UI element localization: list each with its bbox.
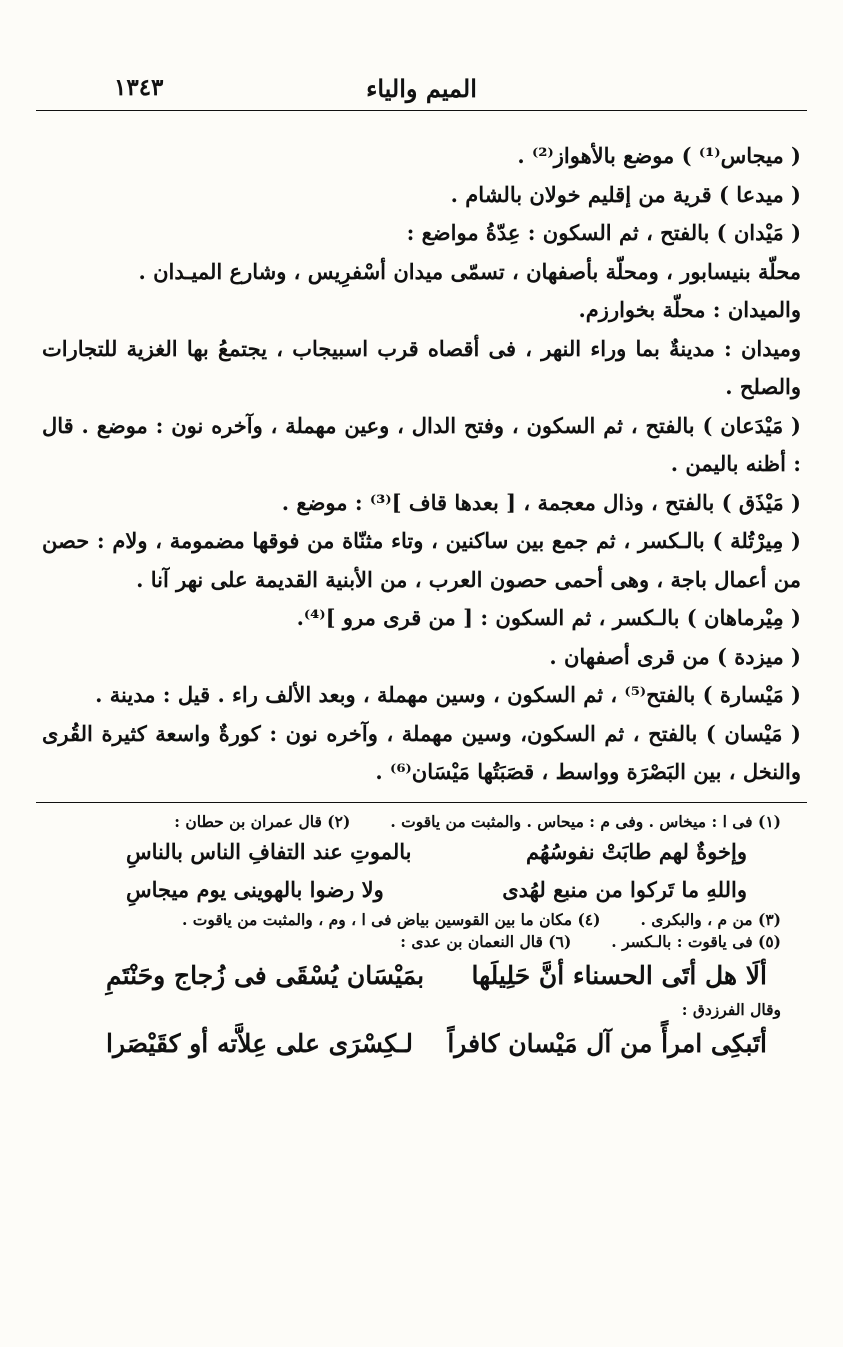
- entry-paragraph: ( مَيْذَق ) بالفتح ، وذال معجمة ، [ بعدها قاف ]⁽³⁾ : موضع .: [281, 489, 801, 515]
- footnote-row: [36, 909, 807, 931]
- footnote-4: (٤) مكان ما بين القوسين بياض فى ا ، وم ، والمثبت من ياقوت .: [182, 909, 601, 929]
- hemistich: وإخوةٌ لهم طابَتْ نفوسُهُم: [526, 838, 747, 864]
- footnote-row: [36, 811, 807, 833]
- verse-line: [36, 953, 807, 999]
- hemistich: بالموتِ عند التفافِ الناس بالناسِ: [126, 838, 412, 864]
- footnote-6: (٦) قال النعمان بن عدى :: [400, 931, 572, 951]
- footnote-2: (٢) قال عمران بن حطان :: [174, 811, 351, 831]
- hemistich: بمَيْسَان يُسْقَى فى زُجاج وحَنْتَمِ: [106, 960, 425, 990]
- entry-paragraph: ( مِيرْتُلة ) بالـكسر ، ثم جمع بين ساكنين ، وتاء مثنّاة من فوقها مضمومة ، ولام : حصن من أعمال باجة ، وهى أحمى حصون العرب ، من الأبنية القديمة على نهر آنا .: [42, 528, 801, 592]
- verse-line: [36, 871, 807, 909]
- footnote-1: (١) فى ا : ميخاس . وفى م : ميحاس . والمثبت من ياقوت .: [390, 811, 781, 831]
- page-number: ١٣٤٣: [114, 74, 164, 101]
- footnote-row: [36, 931, 807, 953]
- footnote-3: (٣) من م ، والبكرى .: [640, 909, 781, 929]
- entry-paragraph: ( ميزدة ) من قرى أصفهان .: [549, 643, 801, 669]
- hemistich: أتَبكِى امرأً من آل مَيْسان كافراً: [447, 1028, 767, 1058]
- verse-line: [36, 1021, 807, 1067]
- entry-paragraph: ( مَيْسارة ) بالفتح⁽⁵⁾ ، ثم السكون ، وسين مهملة ، وبعد الألف راء . قيل : مدينة .: [95, 682, 801, 707]
- hemistich: ألَا هل أتَى الحسناء أنَّ حَلِيلَها: [471, 960, 767, 990]
- entry-paragraph: والميدان : محلّة بخوارزم.: [578, 297, 801, 322]
- hemistich: لـكِسْرَى على عِلاَّته أو كقَيْصَرا: [106, 1028, 413, 1058]
- footnotes: [36, 811, 807, 1067]
- hemistich: ولا رضوا بالهوينى يوم ميجاسِ: [126, 876, 384, 902]
- entry-paragraph: ( ميجاس⁽¹⁾ ) موضع بالأهواز⁽²⁾ .: [517, 143, 801, 168]
- page-header: [36, 70, 807, 111]
- entry-paragraph: ( مِيْرماهان ) بالـكسر ، ثم السكون : [ من قرى مرو ]⁽⁴⁾.: [296, 605, 801, 630]
- main-text: [36, 137, 807, 792]
- verse-line: [36, 833, 807, 871]
- farazdaq-label: وقال الفرزدق :: [681, 999, 781, 1019]
- entry-paragraph: وميدان : مدينةٌ بما وراء النهر ، فى أقصاه قرب اسبيجاب ، يجتمعُ بها الغزية للتجارات والصلح .: [42, 335, 801, 399]
- entry-paragraph: ( مَيْسان ) بالفتح ، ثم السكون، وسين مهملة ، وآخره نون : كورةٌ واسعة كثيرة القُرى والنخل ، بين البَصْرَة وواسط ، قصَبَتُها مَيْسَان⁽⁶⁾ .: [42, 720, 801, 784]
- entry-paragraph: ( ميدعا ) قرية من إقليم خولان بالشام .: [450, 181, 801, 207]
- entry-paragraph: ( مَيْدان ) بالفتح ، ثم السكون : عِدّةُ مواضع :: [406, 220, 801, 245]
- entry-paragraph: ( مَيْدَعان ) بالفتح ، ثم السكون ، وفتح الدال ، وعين مهملة ، وآخره نون : موضع . قال : أظنه باليمن .: [42, 412, 801, 476]
- footnote-5: (٥) فى ياقوت : بالـكسر .: [611, 931, 781, 951]
- running-title: الميم والياء: [366, 74, 477, 103]
- entry-paragraph: محلّة بنيسابور ، ومحلّة بأصفهان ، تسمّى ميدان أسْفرِيس ، وشارع الميـدان .: [138, 258, 801, 284]
- footnote-divider: [36, 802, 807, 803]
- hemistich: واللهِ ما تَركوا من منبع لهُدى: [502, 876, 747, 902]
